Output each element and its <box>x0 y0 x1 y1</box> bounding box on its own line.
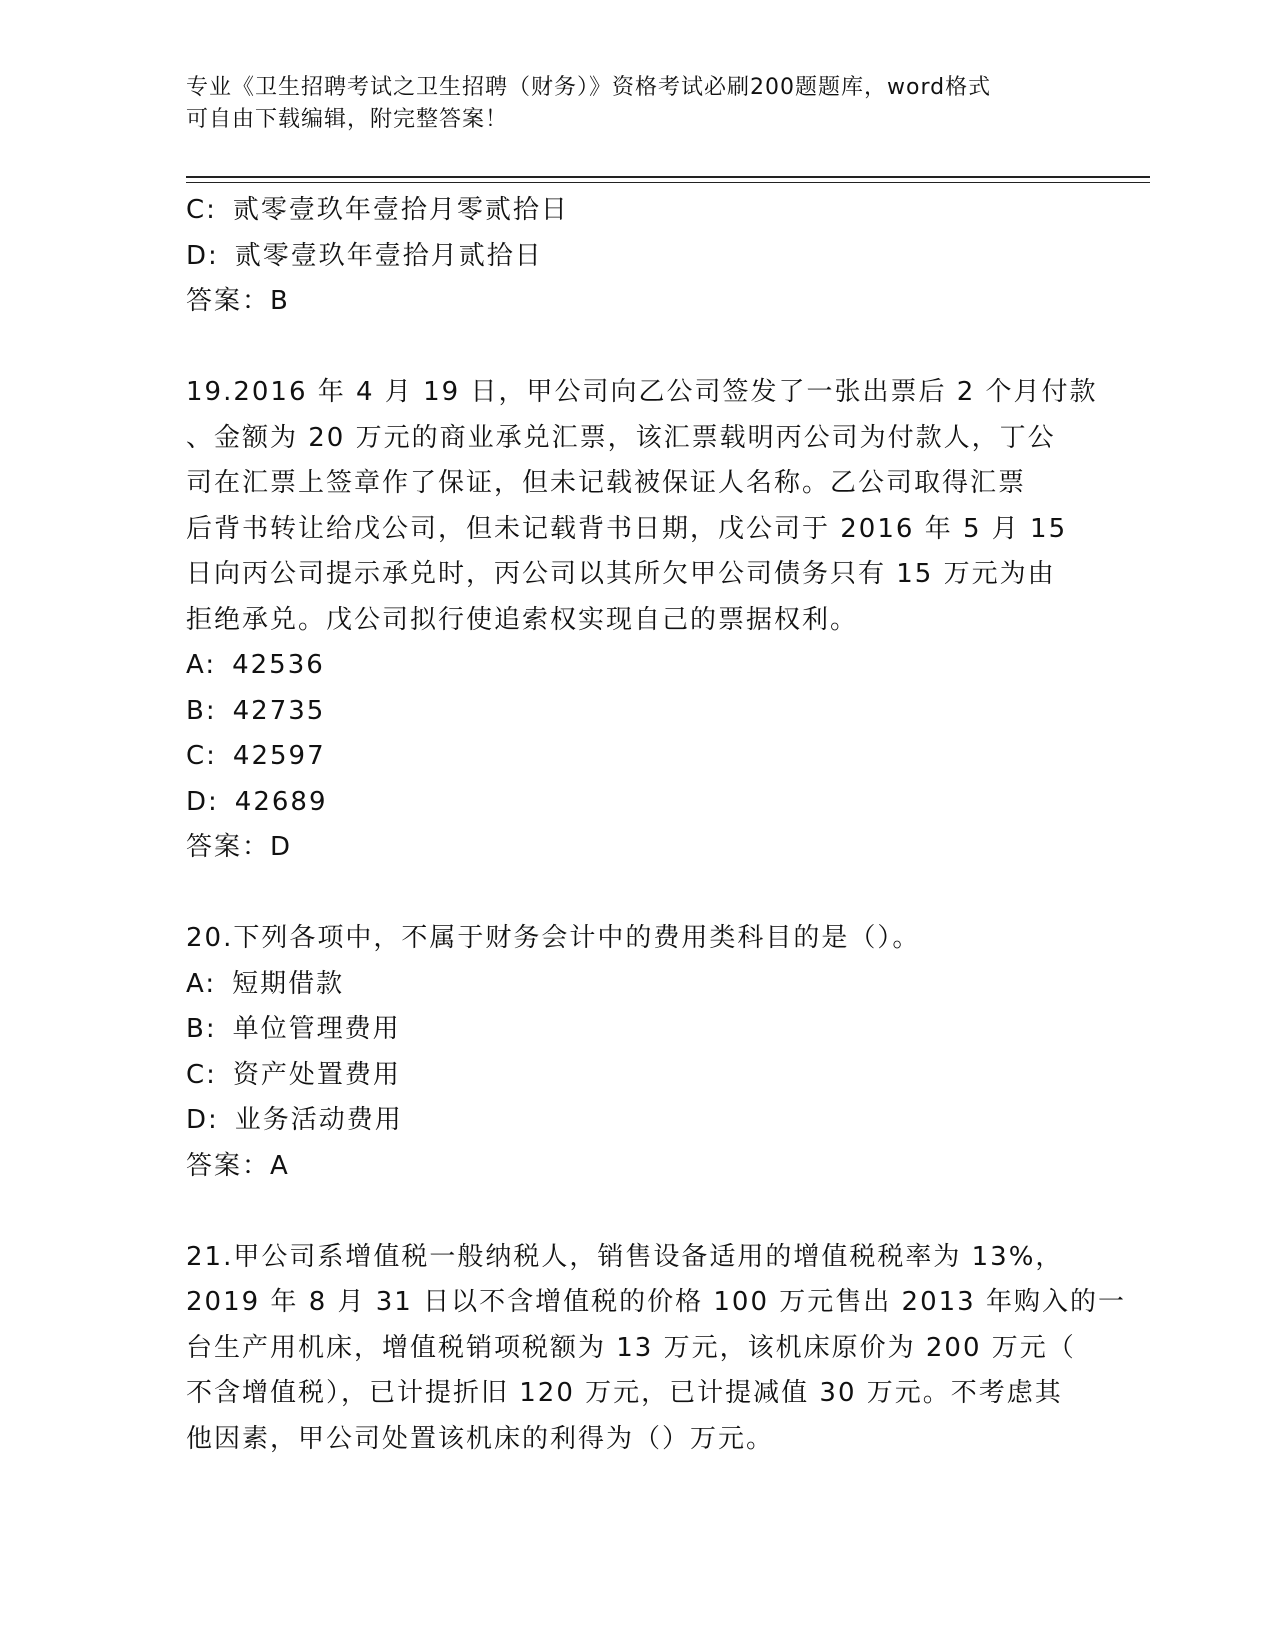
answer: 答案：A <box>186 1150 290 1181</box>
question-text-line: 他因素，甲公司处置该机床的利得为（）万元。 <box>186 1423 775 1454</box>
option-d: D: 业务活动费用 <box>186 1105 403 1135</box>
question-21 <box>186 1235 1126 1463</box>
option-b: B: 单位管理费用 <box>186 1014 401 1044</box>
question-20 <box>186 916 1086 1189</box>
option-c: C: 贰零壹玖年壹拾月零贰拾日 <box>186 195 569 225</box>
option-b: B: 42735 <box>186 695 326 726</box>
option-c: C: 42597 <box>186 741 326 771</box>
answer: 答案：B <box>186 286 290 316</box>
question-text-line: 不含增值税），已计提折旧 120 万元，已计提减值 30 万元。不考虑其 <box>186 1378 1063 1408</box>
question-text-line: 拒绝承兑。戊公司拟行使追索权实现自己的票据权利。 <box>186 604 859 635</box>
question-text-line: 20.下列各项中，不属于财务会计中的费用类科目的是（）。 <box>186 923 921 953</box>
question-text-line: 日向丙公司提示承兑时，丙公司以其所欠甲公司债务只有 15 万元为由 <box>186 559 1056 589</box>
question-19 <box>186 370 1098 871</box>
answer: 答案：D <box>186 832 293 862</box>
question-text-line: 司在汇票上签章作了保证，但未记载被保证人名称。乙公司取得汇票 <box>186 468 1027 498</box>
question-text-line: 后背书转让给戊公司，但未记载背书日期，戊公司于 2016 年 5 月 15 <box>186 513 1068 544</box>
header-divider-thick <box>186 176 1150 178</box>
document-body <box>186 188 1126 1462</box>
question-text-line: 台生产用机床，增值税销项税额为 13 万元，该机床原价为 200 万元（ <box>186 1332 1076 1363</box>
page-header <box>186 72 1086 136</box>
question-18-tail <box>186 188 1086 325</box>
option-a: A: 短期借款 <box>186 968 345 999</box>
question-text-line: 21.甲公司系增值税一般纳税人，销售设备适用的增值税税率为 13%， <box>186 1241 1064 1272</box>
question-text-line: 、金额为 20 万元的商业承兑汇票，该汇票载明丙公司为付款人，丁公 <box>186 422 1056 453</box>
header-divider-thin <box>186 182 1150 183</box>
option-d: D: 贰零壹玖年壹拾月贰拾日 <box>186 240 543 271</box>
option-a: A: 42536 <box>186 650 325 680</box>
header-line-1: 专业《卫生招聘考试之卫生招聘（财务）》资格考试必刷200题题库，word格式 <box>186 75 992 100</box>
option-d: D: 42689 <box>186 786 328 817</box>
option-c: C: 资产处置费用 <box>186 1059 401 1090</box>
question-text-line: 2019 年 8 月 31 日以不含增值税的价格 100 万元售出 2013 年购入的一 <box>186 1287 1126 1317</box>
header-line-2: 可自由下载编辑，附完整答案！ <box>186 107 509 132</box>
question-text-line: 19.2016 年 4 月 19 日，甲公司向乙公司签发了一张出票后 2 个月付款 <box>186 377 1098 407</box>
